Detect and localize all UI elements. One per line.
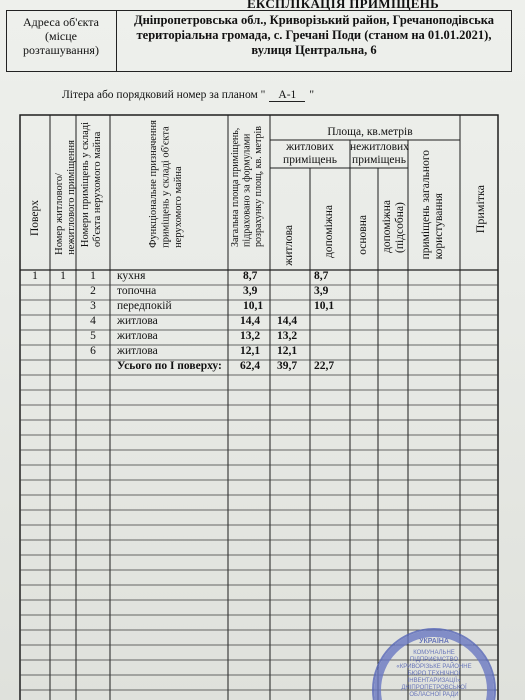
header-nonresidential: нежитлових приміщень xyxy=(350,141,409,166)
cell-room: 4 xyxy=(90,315,96,327)
cell-aux: 8,7 xyxy=(314,270,329,282)
cell-living: 13,2 xyxy=(277,330,298,342)
cell-total: 3,9 xyxy=(243,285,258,297)
cell-unit: 1 xyxy=(60,270,66,282)
cell-room: 3 xyxy=(90,300,96,312)
header-note: Примітка xyxy=(473,185,487,234)
cell-total: 10,1 xyxy=(243,300,264,312)
cell-living: 12,1 xyxy=(277,345,298,357)
address-value: Дніпропетровська обл., Криворізький район, Гречаноподівська територіальна громада, с. Гречані Поди (станом на 01.01.2021), вулиця Центральна, 6 xyxy=(134,13,494,57)
header-nonres-aux: допоміжна (підсобна) xyxy=(381,200,406,253)
cell-purpose: топочна xyxy=(117,285,157,297)
cell-room: 5 xyxy=(90,330,96,342)
cell-room: 2 xyxy=(90,285,96,297)
header-floor: Поверх xyxy=(29,200,41,237)
header-purpose: Функціональне призначення приміщень у складі об'єкта нерухомого майна xyxy=(148,120,184,248)
cell-purpose: передпокій xyxy=(117,300,172,312)
cell-room: 1 xyxy=(90,270,96,282)
cell-room: 6 xyxy=(90,345,96,357)
total-living: 39,7 xyxy=(277,360,298,372)
header-total: Загальна площа приміщень, підраховано за формулами розрахунку площ, кв. метрів xyxy=(230,126,264,247)
header-residential: житлових приміщень xyxy=(283,141,337,166)
stamp-country: УКРАЇНА xyxy=(419,638,449,645)
address-divider xyxy=(116,11,117,71)
header-common: приміщень загального користування xyxy=(420,150,445,260)
cell-purpose: житлова xyxy=(117,345,158,357)
cell-total: 13,2 xyxy=(240,330,261,342)
header-unit: Номер житлового/ нежитлового приміщення xyxy=(54,140,77,255)
cell-purpose: кухня xyxy=(117,270,146,282)
cell-floor: 1 xyxy=(32,270,38,282)
total-sum: 62,4 xyxy=(240,360,261,372)
header-res-aux: допоміжна xyxy=(323,205,335,258)
cell-total: 12,1 xyxy=(240,345,261,357)
total-aux: 22,7 xyxy=(314,360,335,372)
document-title: ЕКСПЛІКАЦІЯ ПРИМІЩЕНЬ xyxy=(246,0,440,11)
cell-total: 14,4 xyxy=(240,315,261,327)
cell-purpose: житлова xyxy=(117,330,158,342)
stamp-organization: КОМУНАЛЬНЕ ПІДПРИЄМСТВО «КРИВОРІЗЬКЕ РАЙОННЕ БЮРО ТЕХНІЧНОЇ ІНВЕНТАРИЗАЦІЇ» ДНІПРОПЕТРОВСЬКОЇ ОБЛАСНОЇ РАДИ xyxy=(396,650,472,698)
header-area-group: Площа, кв.метрів xyxy=(327,126,413,138)
cell-aux: 10,1 xyxy=(314,300,335,312)
litera-line: Літера або порядковий номер за планом " А-1 " xyxy=(62,89,315,101)
cell-living: 14,4 xyxy=(277,315,298,327)
address-label: Адреса об'єкта (місце розташування) xyxy=(22,15,99,57)
litera-label: Літера або порядковий номер за планом xyxy=(62,89,258,101)
litera-value: А-1 xyxy=(269,89,305,102)
header-nonres-main: основна xyxy=(357,215,369,255)
header-res-living: житлова xyxy=(283,225,295,266)
cell-total: 8,7 xyxy=(243,270,258,282)
header-room: Номери приміщень у складі об'єкта нерухомого майна xyxy=(80,122,103,248)
cell-aux: 3,9 xyxy=(314,285,329,297)
address-box xyxy=(6,10,512,72)
total-label: Усього по І поверху: xyxy=(117,360,222,372)
cell-purpose: житлова xyxy=(117,315,158,327)
official-stamp xyxy=(372,628,496,700)
